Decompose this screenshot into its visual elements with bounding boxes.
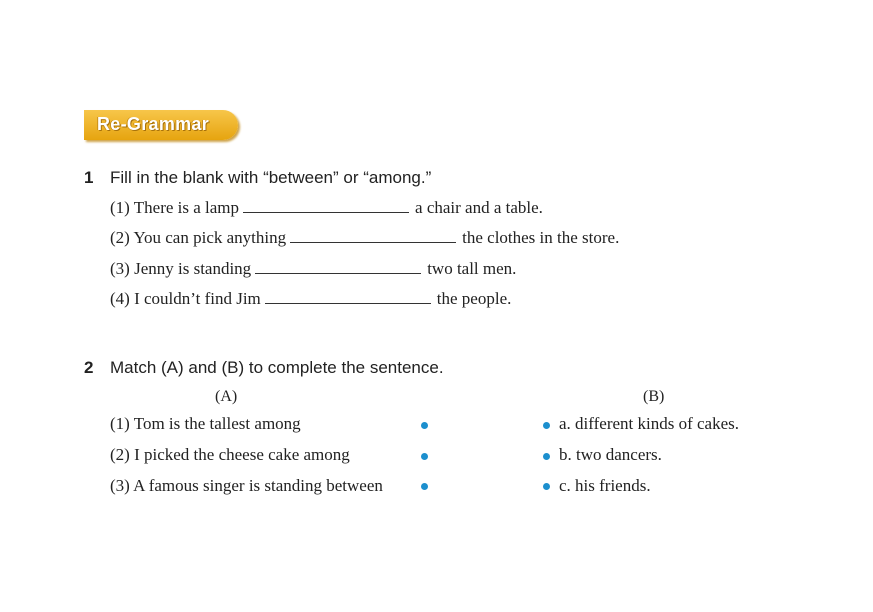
q1-item-3-before: (3) Jenny is standing xyxy=(110,259,252,278)
q1-item-4-blank[interactable] xyxy=(265,289,431,304)
q2-a-item-3: (3) A famous singer is standing between xyxy=(110,476,383,495)
q1-item-1 xyxy=(110,198,543,218)
question-1-number: 1 xyxy=(84,168,94,187)
q1-item-2-after: the clothes in the store. xyxy=(462,228,620,247)
q1-item-3 xyxy=(110,259,516,279)
question-2-instruction: Match (A) and (B) to complete the sentence. xyxy=(110,358,444,377)
q1-item-2 xyxy=(110,228,619,248)
q2-a-item-2: (2) I picked the cheese cake among xyxy=(110,445,350,464)
q2-b-item-a: a. different kinds of cakes. xyxy=(559,414,740,433)
question-2-number: 2 xyxy=(84,358,94,377)
q1-item-4-after: the people. xyxy=(436,289,512,308)
q2-b-item-b: b. two dancers. xyxy=(559,445,662,464)
match-dot-b2[interactable] xyxy=(543,453,550,460)
q1-item-2-blank[interactable] xyxy=(290,228,456,243)
q1-item-1-after: a chair and a table. xyxy=(415,198,543,217)
question-1-heading xyxy=(84,168,431,188)
match-dot-a3[interactable] xyxy=(421,483,428,490)
match-dot-b1[interactable] xyxy=(543,422,550,429)
column-b-label: (B) xyxy=(643,388,665,405)
q2-b-item-c: c. his friends. xyxy=(559,476,651,495)
match-dot-a2[interactable] xyxy=(421,453,428,460)
q1-item-4-before: (4) I couldn’t find Jim xyxy=(110,289,261,308)
question-1-instruction: Fill in the blank with “between” or “among.” xyxy=(110,168,432,187)
q2-a-item-1: (1) Tom is the tallest among xyxy=(110,414,301,433)
q1-item-3-after: two tall men. xyxy=(427,259,517,278)
q1-item-3-blank[interactable] xyxy=(255,259,421,274)
q1-item-1-before: (1) There is a lamp xyxy=(110,198,240,217)
match-dot-b3[interactable] xyxy=(543,483,550,490)
question-2-heading xyxy=(84,358,444,378)
q1-item-2-before: (2) You can pick anything xyxy=(110,228,287,247)
column-a-label: (A) xyxy=(215,388,238,405)
match-dot-a1[interactable] xyxy=(421,422,428,429)
re-grammar-badge xyxy=(84,110,238,140)
q1-item-1-blank[interactable] xyxy=(243,198,409,213)
badge-label: Re-Grammar xyxy=(97,114,210,134)
q1-item-4 xyxy=(110,289,511,309)
